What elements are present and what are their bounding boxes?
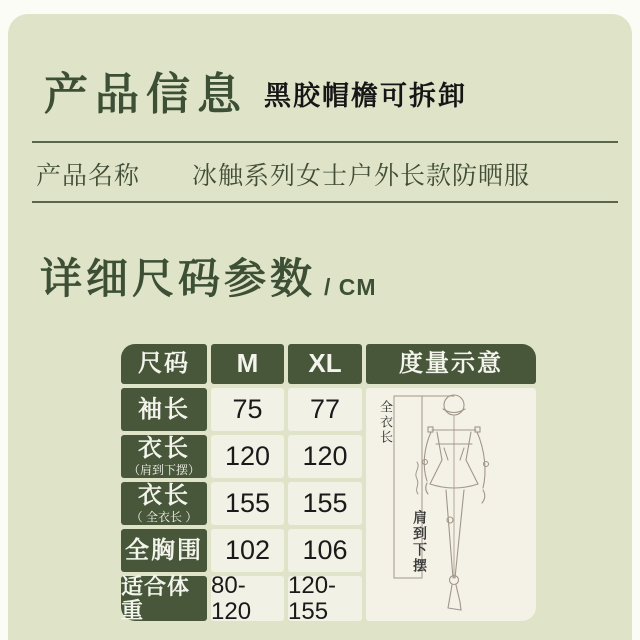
- product-name-value: 冰触系列女士户外长款防晒服: [192, 162, 531, 190]
- cell-bust-m: 102: [211, 529, 284, 572]
- cell-weight-xl: 120-155: [288, 576, 362, 621]
- cell-length2-m: 155: [211, 482, 284, 525]
- product-name-label: 产品名称: [36, 162, 141, 190]
- row-label-length-shoulder-hem: 衣长 （肩到下摆）: [121, 435, 207, 478]
- cell-sleeve-xl: 77: [288, 388, 362, 431]
- measurement-diagram: [366, 388, 536, 621]
- table-header-diagram: 度量示意: [366, 344, 536, 384]
- cell-length1-xl: 120: [288, 435, 362, 478]
- size-table: [121, 344, 536, 625]
- diagram-label-full-length: 全衣长: [378, 400, 393, 445]
- row-label-bust: 全胸围: [121, 529, 207, 572]
- page-title: 产品信息: [44, 69, 248, 120]
- feature-note: 黑胶帽檐可拆卸: [264, 81, 467, 111]
- cell-length2-xl: 155: [288, 482, 362, 525]
- row-label-sleeve-length: 袖长: [121, 388, 207, 431]
- cell-length1-m: 120: [211, 435, 284, 478]
- divider-top: [32, 141, 618, 143]
- table-header-xl: XL: [288, 344, 362, 384]
- table-header-m: M: [211, 344, 284, 384]
- product-info-card: [8, 14, 632, 640]
- diagram-label-shoulder-to-hem: 肩到下摆: [412, 510, 428, 574]
- cell-weight-m: 80-120: [211, 576, 284, 621]
- size-heading-text: 详细尺码参数: [40, 254, 317, 303]
- cell-bust-xl: 106: [288, 529, 362, 572]
- size-unit-label: / CM: [324, 274, 377, 300]
- divider-bottom: [32, 201, 618, 203]
- size-section-heading: [40, 246, 377, 306]
- product-name-row: [36, 156, 616, 192]
- row-label-length-full: 衣长 （ 全衣长 ）: [121, 482, 207, 525]
- table-header-size: 尺码: [121, 344, 207, 384]
- cell-sleeve-m: 75: [211, 388, 284, 431]
- row-label-weight: 适合体重: [121, 576, 207, 621]
